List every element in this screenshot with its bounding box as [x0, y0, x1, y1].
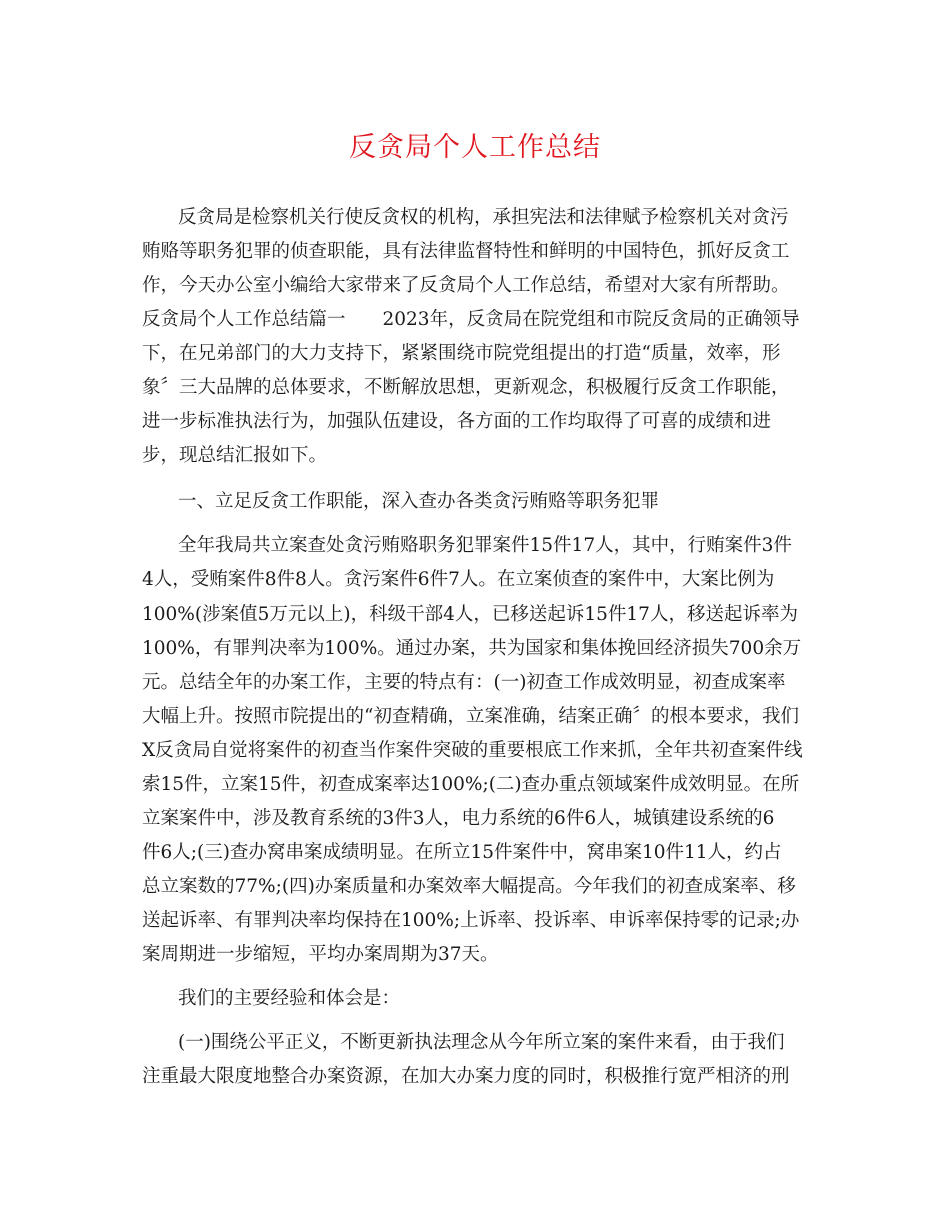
paragraph-line: 步，现总结汇报如下。 [142, 445, 328, 466]
paragraph-line: 注重最大限度地整合办案资源，在加大办案力度的同时，积极推行宽严相济的刑 [142, 1066, 790, 1087]
paragraph-line: 件6人;(三)查办窝串案成绩明显。在所立15件案件中，窝串案10件11人，约占 [142, 842, 782, 863]
paragraph-line: X反贪局自觉将案件的初查当作案件突破的重要根底工作来抓，全年共初查案件线 [142, 740, 803, 761]
paragraph-line: 进一步标准执法行为，加强队伍建设，各方面的工作均取得了可喜的成绩和进 [142, 411, 772, 432]
paragraph-line: 送起诉率、有罪判决率均保持在100%;上诉率、投诉率、申诉率保持零的记录;办 [142, 910, 800, 931]
paragraph-line: 元。总结全年的办案工作，主要的特点有：(一)初查工作成效明显，初查成案率 [142, 672, 786, 693]
paragraph-line: 我们的主要经验和体会是： [178, 988, 401, 1009]
paragraph-line: 大幅上升。按照市院提出的“初查精确，立案准确，结案正确〞的根本要求，我们 [142, 706, 799, 727]
paragraph-line: 立案案件中，涉及教育系统的3件3人，电力系统的6件6人，城镇建设系统的6 [142, 808, 775, 829]
paragraph-line: (一)围绕公平正义，不断更新执法理念从今年所立案的案件来看，由于我们 [178, 1032, 785, 1053]
paragraph-line: 100%，有罪判决率为100%。通过办案，共为国家和集体挽回经济损失700余万 [142, 638, 802, 659]
paragraph-line: 总立案数的77%;(四)办案质量和办案效率大幅提高。今年我们的初查成案率、移 [142, 876, 796, 897]
paragraph-line: 反贪局个人工作总结篇一 2023年，反贪局在院党组和市院反贪局的正确领导 [142, 309, 800, 330]
section-heading: 一、立足反贪工作职能，深入查办各类贪污贿赂等职务犯罪 [178, 491, 660, 512]
paragraph-line: 全年我局共立案查处贪污贿赂职务犯罪案件15件17人，其中，行贿案件3件 [178, 535, 792, 556]
paragraph-line: 4人，受贿案件8件8人。贪污案件6件7人。在立案侦查的案件中，大案比例为 [142, 569, 775, 590]
paragraph-line: 反贪局是检察机关行使反贪权的机构，承担宪法和法律赋予检察机关对贪污 [178, 207, 789, 228]
paragraph-line: 象〞三大品牌的总体要求，不断解放思想，更新观念，积极履行反贪工作职能， [142, 377, 790, 398]
paragraph-line: 100%(涉案值5万元以上)，科级干部4人，已移送起诉15件17人，移送起诉率为 [142, 604, 798, 625]
paragraph-line: 索15件，立案15件，初查成案率达100%;(二)查办重点领域案件成效明显。在所 [142, 774, 800, 795]
paragraph-line: 贿赂等职务犯罪的侦查职能，具有法律监督特性和鲜明的中国特色，抓好反贪工 [142, 241, 790, 262]
paragraph-line: 案周期进一步缩短，平均办案周期为37天。 [142, 944, 499, 965]
paragraph-line: 作，今天办公室小编给大家带来了反贪局个人工作总结，希望对大家有所帮助。 [142, 275, 790, 296]
paragraph-line: 下，在兄弟部门的大力支持下，紧紧围绕市院党组提出的打造“质量，效率，形 [142, 343, 781, 364]
document-title: 反贪局个人工作总结 [349, 132, 601, 163]
